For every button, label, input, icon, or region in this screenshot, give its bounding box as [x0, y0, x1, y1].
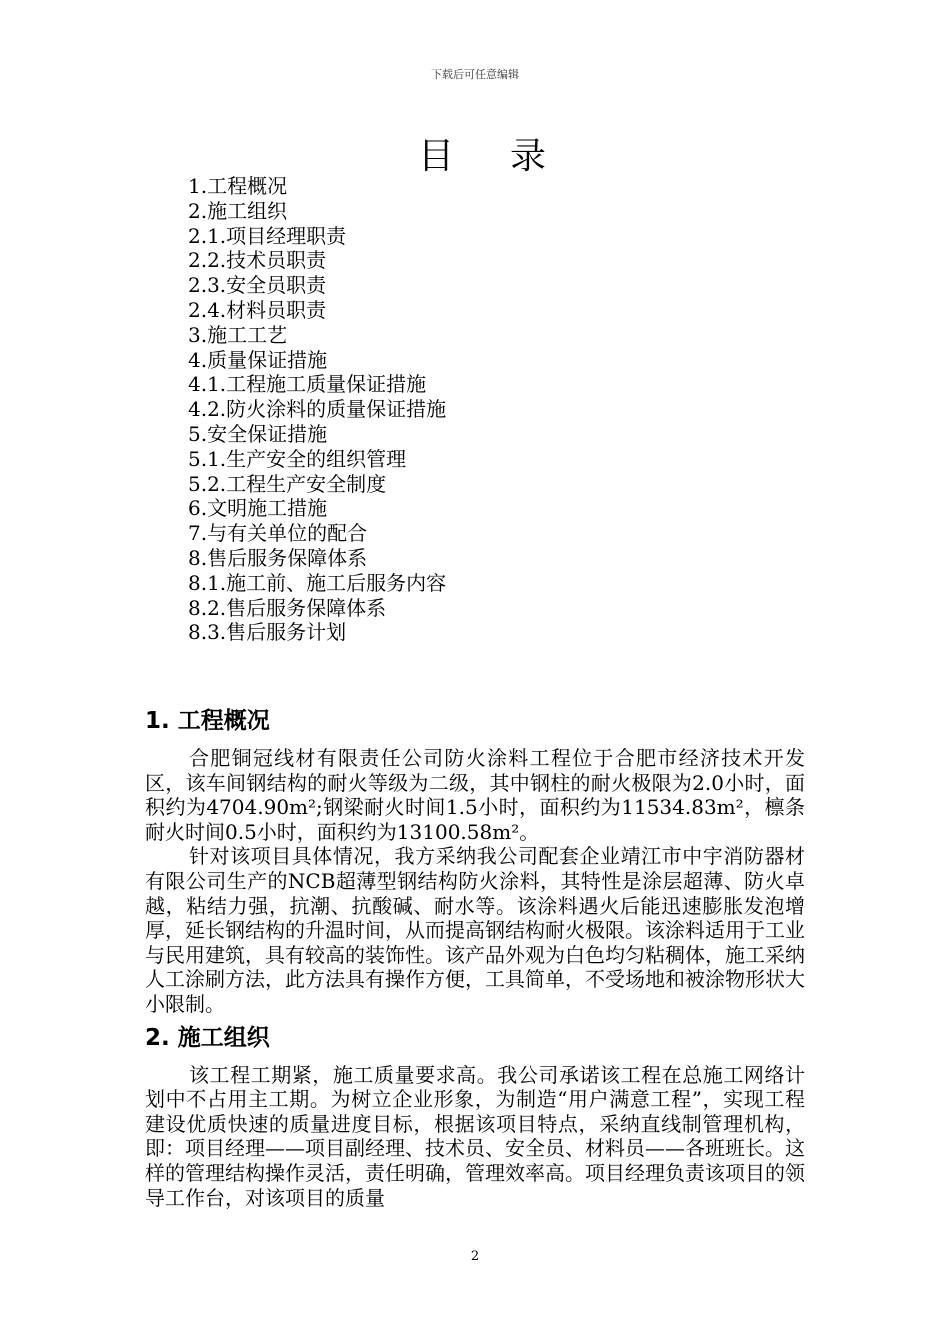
toc-item: 8.1.施工前、施工后服务内容: [188, 570, 447, 595]
toc-item: 7.与有关单位的配合: [188, 521, 368, 546]
toc-item: 2.2.技术员职责: [188, 248, 327, 273]
toc-item: 2.4.材料员职责: [188, 297, 327, 322]
toc-item: 8.2.售后服务保障体系: [188, 595, 387, 620]
paragraph: 针对该项目具体情况，我方采纳我公司配套企业靖江市中宇消防器材有限公司生产的NCB超薄型钢结构防火涂料，其特性是涂层超薄、防火卓越，粘结力强，抗潮、抗酸碱、耐水等。该涂料遇火后能迅速膨胀发泡增厚，延长钢结构的升温时间，从而提高钢结构耐火极限。该涂料适用于工业与民用建筑，具有较高的装饰性。该产品外观为白色均匀粘稠体，施工采纳人工涂刷方法，此方法具有操作方便，工具简单，不受场地和被涂物形状大小限制。: [145, 844, 805, 1016]
document-body: [145, 704, 805, 1210]
page-number: 2: [470, 1249, 480, 1264]
toc-item: 4.2.防火涂料的质量保证措施: [188, 397, 447, 422]
toc-item: 2.3.安全员职责: [188, 273, 327, 298]
toc-item: 8.售后服务保障体系: [188, 545, 368, 570]
toc-item: 2.1.项目经理职责: [188, 223, 347, 248]
toc-item: 5.1.生产安全的组织管理: [188, 446, 407, 471]
page-title: 目录: [417, 136, 602, 177]
toc-item: 8.3.售后服务计划: [188, 620, 347, 645]
section-heading: 2. 施工组织: [145, 1024, 270, 1051]
section-heading: 1. 工程概况: [145, 708, 270, 734]
toc-item: 4.1.工程施工质量保证措施: [188, 372, 427, 397]
toc-item: 3.施工工艺: [188, 322, 288, 347]
table-of-contents: [188, 174, 446, 645]
toc-item: 5.2.工程生产安全制度: [188, 471, 387, 496]
page-header: 下载后可任意编辑: [431, 68, 519, 81]
paragraph: 该工程工期紧，施工质量要求高。我公司承诺该工程在总施工网络计划中不占用主工期。为树立企业形象，为制造“用户满意工程”，实现工程建设优质快速的质量进度目标，根据该项目特点，采纳直线制管理机构，即：项目经理——项目副经理、技术员、安全员、材料员——各班班长。这样的管理结构操作灵活，责任明确，管理效率高。项目经理负责该项目的领导工作台，对该项目的质量: [145, 1062, 805, 1210]
toc-item: 4.质量保证措施: [188, 347, 328, 372]
toc-item: 1.工程概况: [188, 174, 288, 198]
toc-item: 2.施工组织: [188, 198, 288, 223]
paragraph: 合肥铜冠线材有限责任公司防火涂料工程位于合肥市经济技术开发区，该车间钢结构的耐火等级为二级，其中钢柱的耐火极限为2.0小时，面积约为4704.90m²;钢梁耐火时间1.5小时，面积约为11534.83m²，檩条耐火时间0.5小时，面积约为13100.58m²。: [145, 746, 805, 844]
toc-item: 5.安全保证措施: [188, 421, 328, 446]
toc-item: 6.文明施工措施: [188, 496, 328, 521]
